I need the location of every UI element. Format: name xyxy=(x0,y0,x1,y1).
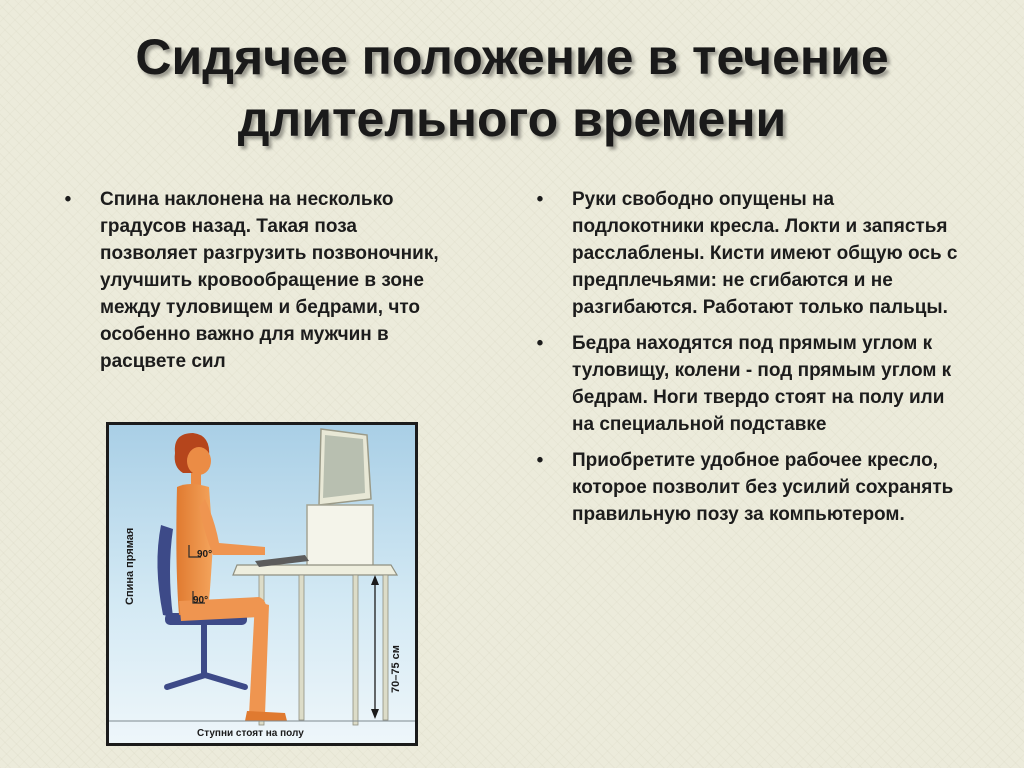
bullet-icon: • xyxy=(536,333,544,354)
posture-illustration xyxy=(106,422,418,746)
back-label: Спина прямая xyxy=(124,527,136,605)
bullet-text: Спина наклонена на несколько градусов назад. Такая поза позволяет разгрузить позвоночник, улучшить кровообращение в зоне между туловищем и бедрами, что особенно важно для мужчин в расцвете сил xyxy=(100,189,439,372)
bullet-text: Руки свободно опущены на подлокотники кресла. Локти и запястья расслаблены. Кисти имеют общую ось с предплечьями: не сгибаются и не разгибаются. Работают только пальцы. xyxy=(572,189,958,318)
angle-label: 90° xyxy=(193,595,209,606)
left-bullet-list xyxy=(58,186,458,384)
bullet-icon: • xyxy=(536,189,544,210)
posture-illustration-svg xyxy=(109,425,415,743)
bullet-icon: • xyxy=(536,450,544,471)
list-item xyxy=(58,186,458,375)
bullet-icon: • xyxy=(64,189,72,210)
list-item xyxy=(530,186,970,321)
feet-label: Ступни стоят на полу xyxy=(197,728,304,739)
bullet-text: Бедра находятся под прямым углом к туловищу, колени - под прямым углом к бедрам. Ноги твердо стоят на полу или на специальной подставке xyxy=(572,333,952,435)
right-bullet-list xyxy=(530,186,970,537)
bullet-text: Приобретите удобное рабочее кресло, которое позволит без усилий сохранять правильную позу за компьютером. xyxy=(572,450,954,525)
angle-label: 90° xyxy=(197,549,213,560)
list-item xyxy=(530,330,970,438)
height-label: 70–75 см xyxy=(390,645,402,693)
slide-title: Сидячее положение в течение длительного времени xyxy=(135,29,889,147)
list-item xyxy=(530,447,970,528)
